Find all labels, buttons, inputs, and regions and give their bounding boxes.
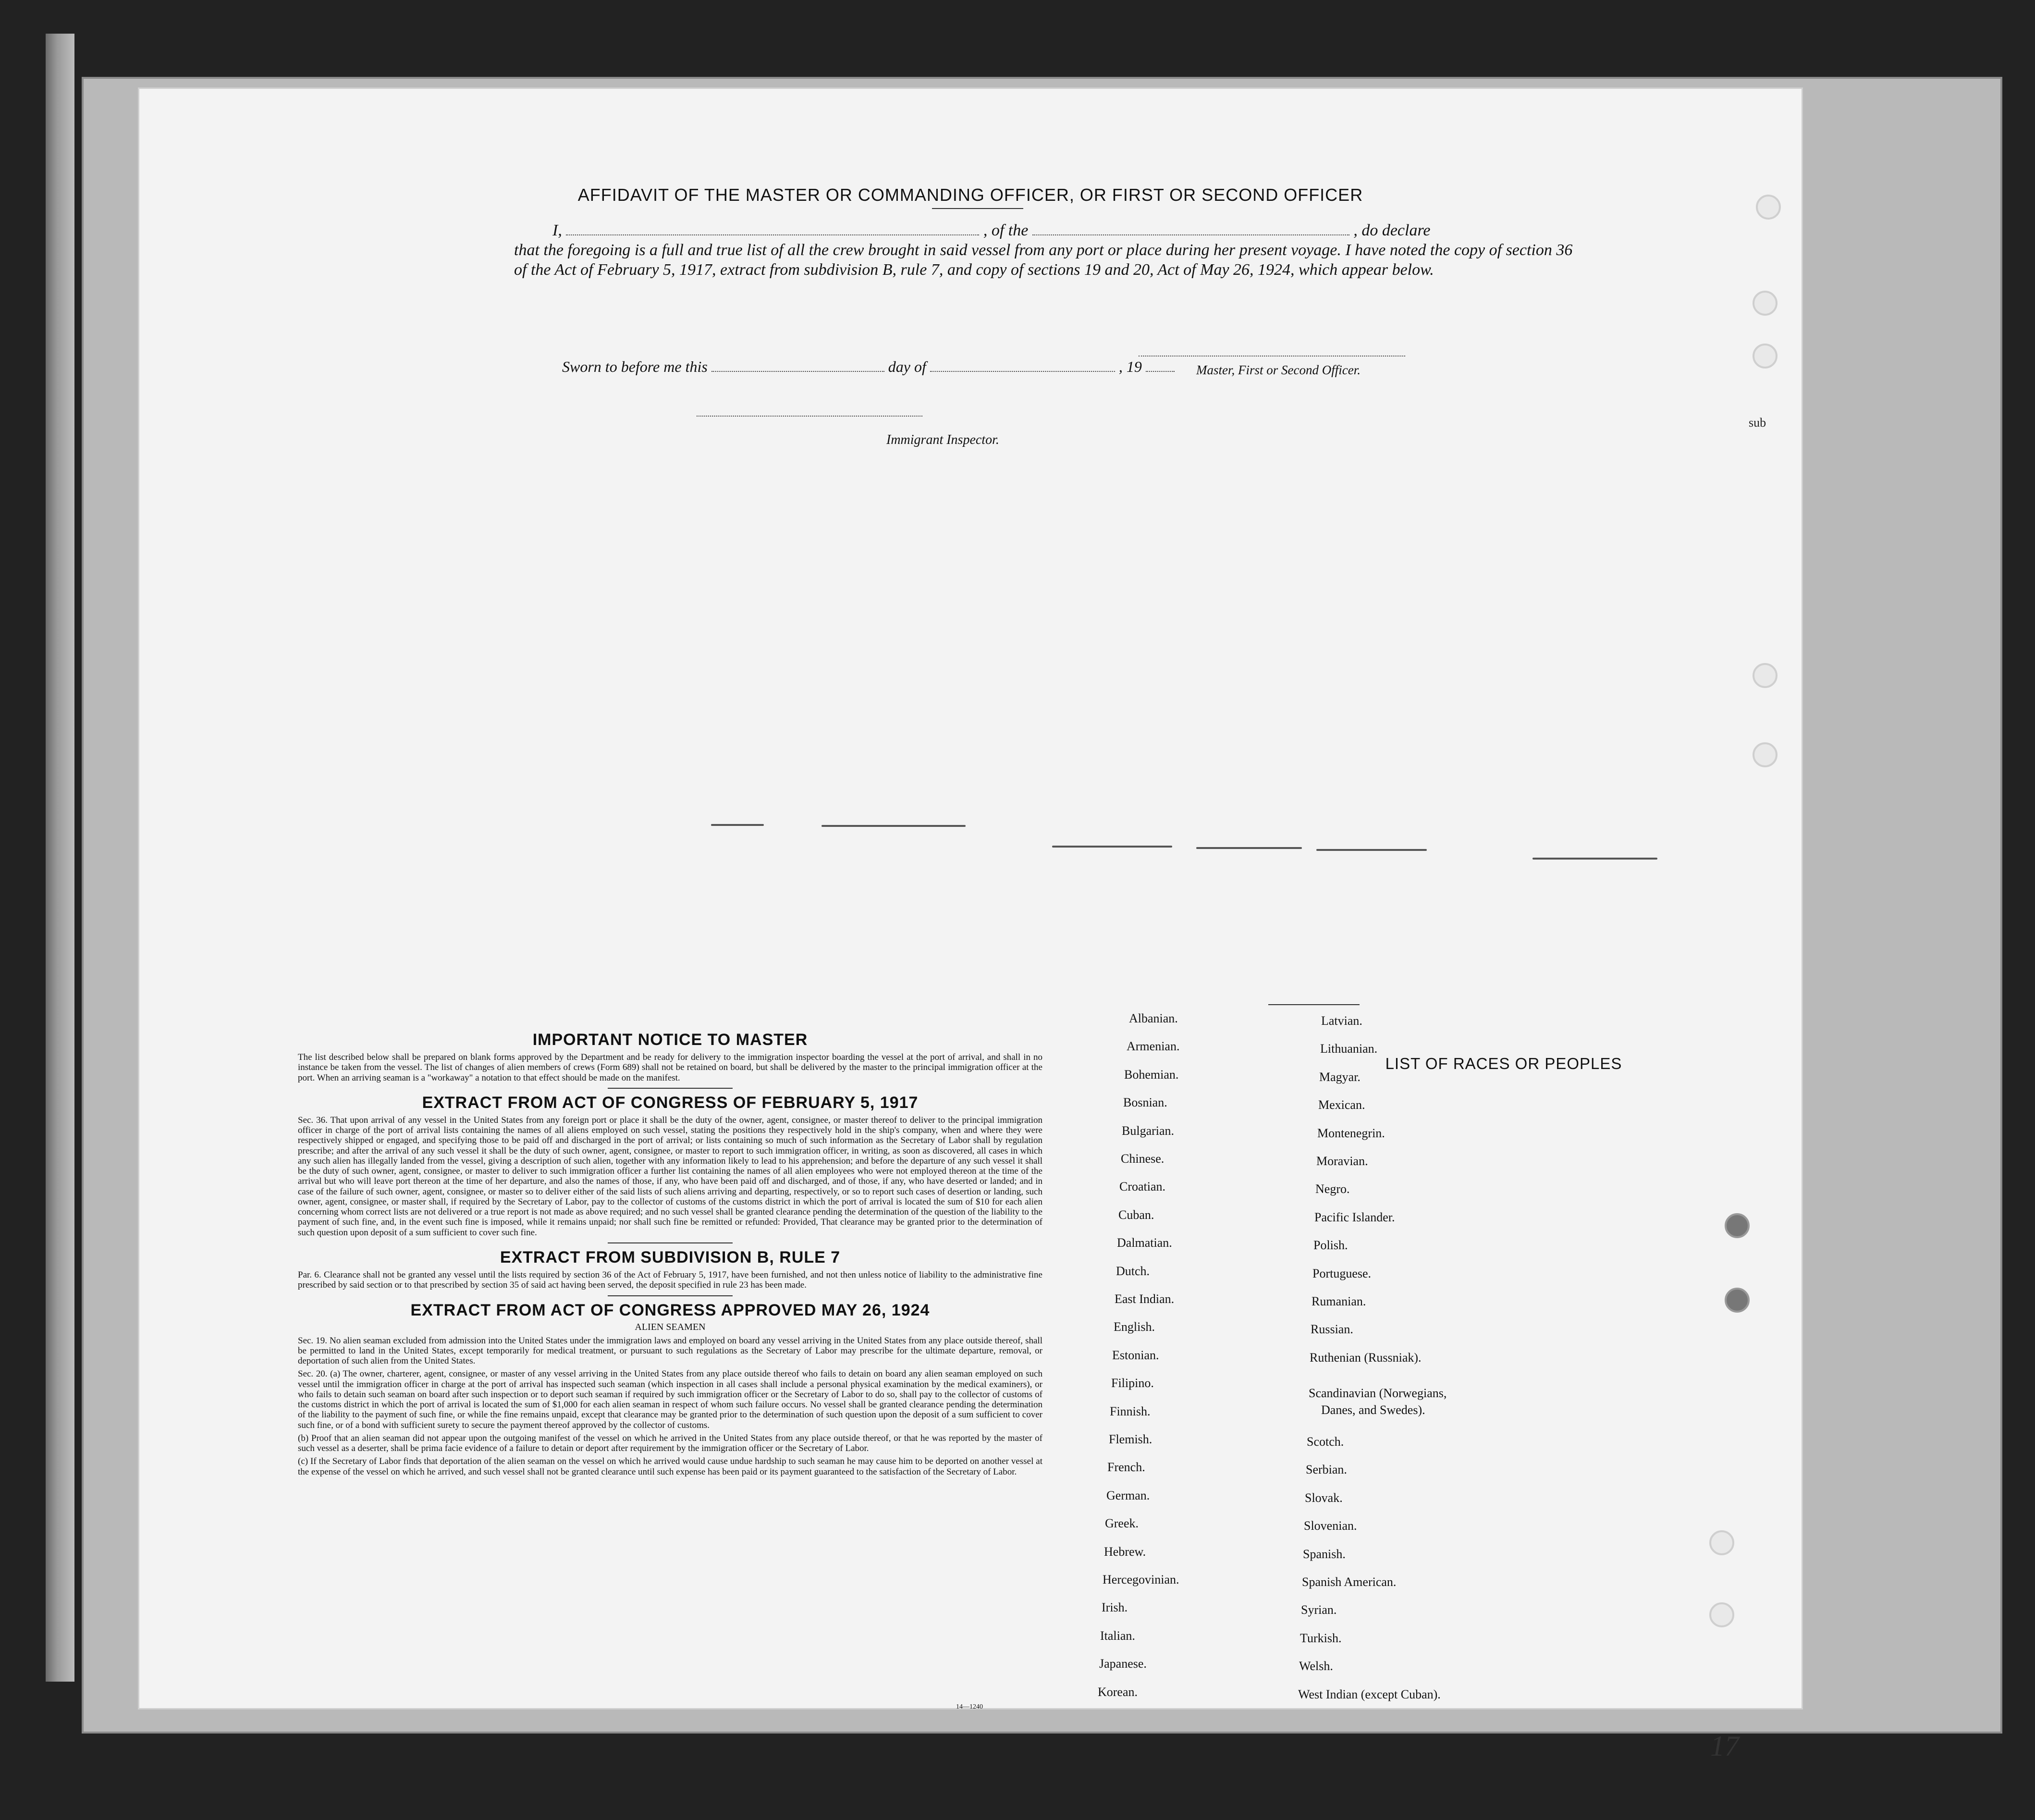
race-item: French. bbox=[1107, 1460, 1145, 1474]
sworn-year-field[interactable] bbox=[1146, 358, 1175, 372]
race-item: Chinese. bbox=[1121, 1152, 1165, 1166]
sworn-year-label: , 19 bbox=[1118, 358, 1142, 375]
race-item: Slovak. bbox=[1305, 1491, 1343, 1505]
section-20b-text: (b) Proof that an alien seaman did not appear upon the outgoing manifest of the vessel on which he arrived in the United States from any place outside thereof, or that he was reported by the master of such vessel as a deserter, shall be prima facie evidence of a failure to detain or deport after requirement by the immigration officer or the Secretary of Labor. bbox=[298, 1433, 1042, 1454]
race-item: Estonian. bbox=[1112, 1348, 1159, 1362]
race-item: Croatian. bbox=[1119, 1180, 1166, 1193]
race-item: Pacific Islander. bbox=[1314, 1210, 1395, 1224]
race-item: Japanese. bbox=[1099, 1657, 1147, 1671]
race-item: Italian. bbox=[1100, 1629, 1135, 1643]
race-item: Magyar. bbox=[1319, 1070, 1361, 1084]
extract-1924-title: EXTRACT FROM ACT OF CONGRESS APPROVED MAY 26, 1924 bbox=[410, 1301, 930, 1319]
page-number: 17 bbox=[1710, 1730, 1739, 1762]
affidavit-i: I, bbox=[552, 221, 562, 239]
binder-hole bbox=[1709, 1602, 1734, 1627]
notice-text: The list described below shall be prepared on blank forms approved by the Department and be ready for delivery to the immigration inspector boarding the vessel at the port of arrival, and shall in no instance be taken from the vessel. The list of changes of alien members of crews (Form 689) shall not be retained on board, but shall be delivered by the master to the principal immigration officer at the port. When an arriving seaman is a "workaway" a notation to that effect should be made on the manifest. bbox=[298, 1052, 1042, 1083]
race-item: Russian. bbox=[1311, 1322, 1353, 1336]
race-item: Welsh. bbox=[1299, 1659, 1333, 1673]
inspector-label: Immigrant Inspector. bbox=[886, 432, 999, 447]
race-item: Scandinavian (Norwegians, bbox=[1309, 1386, 1447, 1400]
binder-hole bbox=[1753, 291, 1778, 316]
race-item: Ruthenian (Russniak). bbox=[1310, 1351, 1422, 1365]
extract-1917-title: EXTRACT FROM ACT OF CONGRESS OF FEBRUARY 5, 1917 bbox=[422, 1093, 919, 1112]
race-item: Flemish. bbox=[1109, 1432, 1152, 1446]
rule-7-title: EXTRACT FROM SUBDIVISION B, RULE 7 bbox=[500, 1248, 841, 1267]
section-20a-text: Sec. 20. (a) The owner, charterer, agent, consignee, or master of any vessel arriving in the United States from any place outside thereof who fails to detain on board any alien seaman employed on such vessel until the immigration officer in charge at the port of arrival has inspected such seaman (which inspection in all cases shall include a personal physical examination by the medical examiners), or who fails to detain such seaman on board after such inspection or to deport such seaman if required by such immigration officer or the Secretary of Labor to do so, shall pay to the collector of customs of the customs district in which the port of arrival is located the sum of $1,000 for each alien seaman in respect of whom such failure occurs. No vessel shall be granted clearance pending the determination of the liability to the payment of such fine, or while the fine remains unpaid, except that clearance may be granted prior to the determination of such question upon the deposit of a sum sufficient to cover such fine, or of a bond with sufficient surety to secure the payment thereof approved by the collector of customs. bbox=[298, 1369, 1042, 1430]
sworn-day-field[interactable] bbox=[711, 358, 884, 372]
alien-seamen-subtitle: ALIEN SEAMEN bbox=[635, 1321, 706, 1332]
race-item: Finnish. bbox=[1110, 1404, 1151, 1418]
race-item: Cuban. bbox=[1118, 1208, 1154, 1222]
scan-mark bbox=[1316, 849, 1427, 851]
title-underline bbox=[932, 208, 1023, 209]
legal-notices bbox=[298, 1031, 1042, 1480]
master-signature-label: Master, First or Second Officer. bbox=[1196, 363, 1361, 377]
race-item: Hebrew. bbox=[1104, 1545, 1146, 1559]
race-item: Armenian. bbox=[1127, 1039, 1180, 1053]
sworn-statement bbox=[562, 358, 1175, 376]
affidavit-declare: , do declare bbox=[1353, 221, 1431, 239]
scan-mark bbox=[1052, 846, 1172, 848]
binder-edge bbox=[46, 34, 74, 1682]
race-item: Albanian. bbox=[1129, 1011, 1178, 1025]
race-item: Dutch. bbox=[1116, 1264, 1150, 1278]
scan-mark bbox=[711, 824, 764, 826]
race-item: Mexican. bbox=[1318, 1098, 1365, 1112]
affidavit-of-the: , of the bbox=[983, 221, 1029, 239]
race-item: Dalmatian. bbox=[1117, 1236, 1172, 1250]
race-item: Irish. bbox=[1102, 1600, 1128, 1614]
race-item: Serbian. bbox=[1306, 1463, 1347, 1476]
race-item: English. bbox=[1114, 1320, 1155, 1334]
section-20c-text: (c) If the Secretary of Labor finds that deportation of the alien seaman on the vessel on which he arrived would cause undue hardship to such seaman he may cause him to be deported on another vessel at the expense of the vessel on which he arrived, and such vessel shall not be granted clearance until such expense has been paid or its payment guaranteed to the satisfaction of the Secretary of Labor. bbox=[298, 1456, 1042, 1477]
binder-hole bbox=[1753, 742, 1778, 767]
race-item: West Indian (except Cuban). bbox=[1298, 1687, 1441, 1701]
race-item: Bosnian. bbox=[1123, 1095, 1167, 1109]
race-item: Slovenian. bbox=[1304, 1519, 1357, 1533]
affidavit-title: AFFIDAVIT OF THE MASTER OR COMMANDING OFFICER, OR FIRST OR SECOND OFFICER bbox=[577, 185, 1363, 205]
master-signature-line[interactable] bbox=[1139, 356, 1405, 357]
race-item: Korean. bbox=[1098, 1685, 1138, 1699]
sworn-prefix: Sworn to before me this bbox=[562, 358, 708, 375]
race-item: Danes, and Swedes). bbox=[1321, 1403, 1425, 1417]
binder-hole bbox=[1725, 1288, 1750, 1313]
races-title-underline bbox=[1268, 1004, 1360, 1005]
affidavit-body: that the foregoing is a full and true list of all the crew brought in said vessel from any port or place during her present voyage. I have noted the copy of section 36 of the Act of February 5, 1917, extract from subdivision B, rule 7, and copy of sections 19 and 20, Act of May 26, 1924, which appear below. bbox=[514, 241, 1573, 279]
manifest-page bbox=[139, 89, 1802, 1708]
race-item: Scotch. bbox=[1307, 1435, 1344, 1449]
divider bbox=[608, 1295, 733, 1296]
notice-title: IMPORTANT NOTICE TO MASTER bbox=[532, 1031, 808, 1049]
margin-mark: sub bbox=[1749, 416, 1766, 430]
race-item: German. bbox=[1106, 1488, 1150, 1502]
vessel-name-field[interactable] bbox=[1032, 222, 1349, 235]
race-item: Greek. bbox=[1105, 1516, 1139, 1530]
race-item: Spanish. bbox=[1303, 1547, 1346, 1561]
race-item: Lithuanian. bbox=[1320, 1042, 1378, 1056]
extract-1917-text: Sec. 36. That upon arrival of any vessel in the United States from any foreign port or place it shall be the duty of the owner, agent, consignee, or master thereof to deliver to the principal immigration officer in charge of the port of arrival lists containing the names of all aliens employed on such vessel, stating the positions they respectively hold in the ship's company, when and where they were respectively shipped or engaged, and specifying those to be paid off and discharged in the port of arrival; or lists containing so much of such information as the Secretary of Labor shall by regulation prescribe; and after the arrival of any such vessel it shall be the duty of such owner, agent, consignee, or master to report to such immigration officer, in writing, as soon as discovered, all cases in which any such alien has illegally landed from the vessel, giving a description of such alien, together with any information likely to lead to his apprehension; and before the departure of any such vessel it shall be the duty of such owner, agent, consignee, or master to deliver to such immigration officer a further list containing the names of all alien employees who were not employed thereon at the time of the arrival but who will leave port thereon at the time of her departure, and also the names of those, if any, who have been paid off and discharged, and of those, if any, who have deserted or landed; and in case of the failure of such owner, agent, consignee, or master so to deliver either of the said lists of such aliens arriving and departing, respectively, or so to report such cases of desertion or landing, such owner, agent, consignee, or master shall, if required by the Secretary of Labor, pay to the collector of customs of the customs district in which the port of arrival is located the sum of $10 for each alien concerning whom correct lists are not delivered or a true report is not made as above required; and no such vessel shall be granted clearance pending the determination of the question of the liability to the payment of such fine, and, in the event such fine is imposed, while it remains unpaid; nor shall such fine be remitted or refunded: Provided, That clearance may be granted prior to the determination of such question upon deposit of a sum sufficient to cover such fine. bbox=[298, 1115, 1042, 1238]
inspector-signature-line[interactable] bbox=[697, 416, 922, 417]
binder-hole bbox=[1709, 1530, 1734, 1555]
section-19-text: Sec. 19. No alien seaman excluded from admission into the United States under the immigration laws and employed on board any vessel arriving in the United States from any place outside thereof, shall be permitted to land in the United States, except temporarily for medical treatment, or pursuant to such regulations as the Secretary of Labor may prescribe for the ultimate departure, removal, or deportation of such alien from the United States. bbox=[298, 1335, 1042, 1366]
divider bbox=[608, 1242, 733, 1243]
binder-hole bbox=[1725, 1213, 1750, 1238]
sworn-month-field[interactable] bbox=[930, 358, 1115, 372]
race-item: Portuguese. bbox=[1312, 1267, 1372, 1280]
sworn-day-label: day of bbox=[888, 358, 926, 375]
officer-name-field[interactable] bbox=[566, 222, 979, 235]
race-item: Rumanian. bbox=[1312, 1294, 1366, 1308]
affidavit-statement bbox=[514, 221, 1576, 280]
race-item: Bohemian. bbox=[1124, 1068, 1179, 1082]
races-title: LIST OF RACES OR PEOPLES bbox=[1385, 1055, 1622, 1072]
scan-mark bbox=[1196, 847, 1302, 849]
race-item: Hercegovinian. bbox=[1103, 1573, 1179, 1586]
scan-mark bbox=[1532, 858, 1657, 860]
race-item: Bulgarian. bbox=[1122, 1124, 1175, 1138]
race-item: Turkish. bbox=[1300, 1631, 1342, 1645]
form-number: 14—1240 bbox=[956, 1703, 983, 1710]
race-item: Filipino. bbox=[1111, 1376, 1154, 1390]
race-item: Negro. bbox=[1315, 1182, 1350, 1196]
race-item: Montenegrin. bbox=[1317, 1126, 1385, 1140]
race-item: Spanish American. bbox=[1302, 1575, 1397, 1589]
race-item: Polish. bbox=[1313, 1238, 1348, 1252]
binder-hole bbox=[1753, 344, 1778, 369]
race-item: East Indian. bbox=[1115, 1292, 1175, 1306]
race-item: Syrian. bbox=[1301, 1603, 1337, 1617]
scan-mark bbox=[821, 825, 966, 827]
race-item: Moravian. bbox=[1316, 1154, 1368, 1168]
race-item: Latvian. bbox=[1321, 1014, 1362, 1028]
binder-hole bbox=[1753, 663, 1778, 688]
divider bbox=[608, 1088, 733, 1089]
rule-7-text: Par. 6. Clearance shall not be granted any vessel until the lists required by section 36 of the Act of February 5, 1917, have been furnished, and not then unless notice of liability to the administrative fine prescribed by said section or to that prescribed by section 35 of said act having been served, the deposit specified in rule 23 has been made. bbox=[298, 1269, 1042, 1291]
